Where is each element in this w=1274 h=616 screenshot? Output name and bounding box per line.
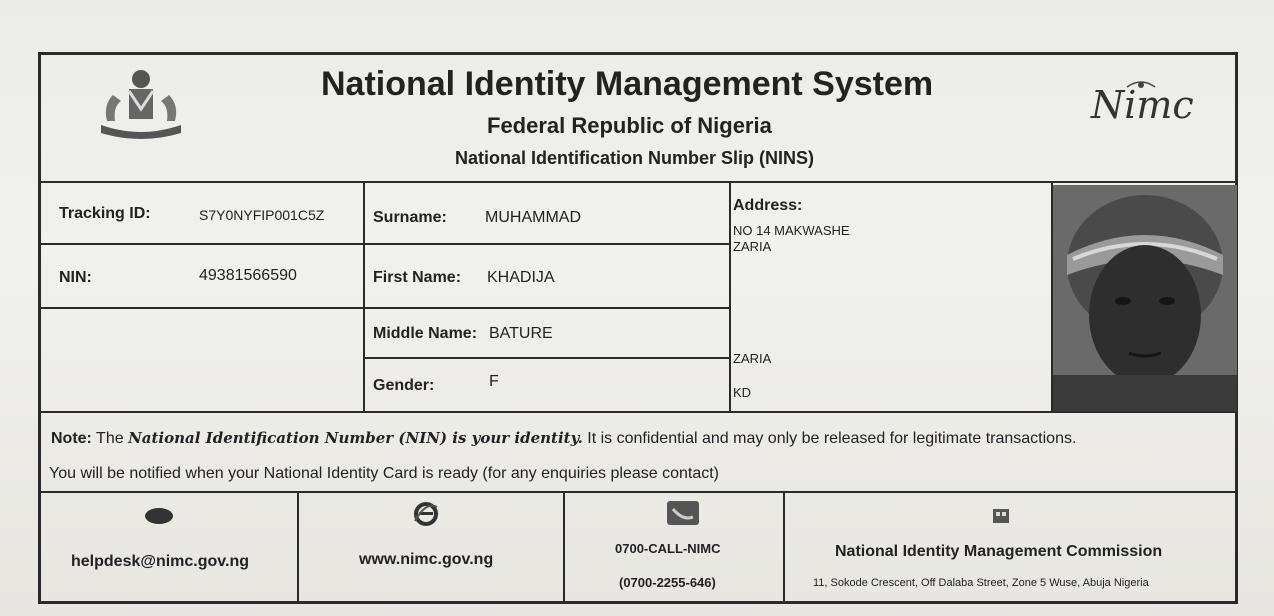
phone-number[interactable]: (0700-2255-646)	[619, 575, 716, 590]
address-line-2: ZARIA	[733, 239, 772, 254]
divider	[41, 181, 1235, 183]
mail-icon	[143, 505, 175, 525]
coat-of-arms-icon	[93, 61, 189, 141]
note-line-2: You will be notified when your National Identity Card is ready (for any enquiries please contact)	[49, 465, 719, 482]
nin-slip	[38, 52, 1238, 604]
passport-photo	[1053, 185, 1237, 411]
gender-label: Gender:	[373, 377, 435, 394]
helpdesk-email[interactable]: helpdesk@nimc.gov.ng	[71, 553, 249, 570]
middle-name-value: BATURE	[489, 325, 553, 342]
divider	[729, 181, 731, 411]
commission-address: 11, Sokode Crescent, Off Dalaba Street, Zone 5 Wuse, Abuja Nigeria	[813, 577, 1149, 589]
phone-icon	[667, 501, 699, 525]
divider	[41, 411, 1235, 413]
note-prefix: Note:	[51, 430, 92, 447]
note-emphasis: National Identification Number (NIN) is your identity.	[128, 429, 583, 447]
divider	[563, 491, 565, 603]
page-title: National Identity Management System	[321, 65, 934, 103]
first-name-label: First Name:	[373, 269, 462, 286]
divider	[363, 181, 365, 411]
middle-name-label: Middle Name:	[373, 325, 478, 342]
phone-word[interactable]: 0700-CALL-NIMC	[615, 541, 721, 556]
divider	[363, 357, 729, 359]
nimc-logo-text: Nimc	[1091, 83, 1194, 127]
address-line-1: NO 14 MAKWASHE	[733, 223, 850, 238]
divider	[297, 491, 299, 603]
nin-label: NIN:	[59, 269, 92, 286]
note-line-1	[51, 429, 1076, 448]
divider	[783, 491, 785, 603]
surname-value: MUHAMMAD	[485, 209, 581, 226]
address-label: Address:	[733, 197, 803, 214]
tracking-id-value: S7Y0NYFIP001C5Z	[199, 207, 325, 223]
divider	[41, 243, 729, 245]
note-rest: It is confidential and may only be released for legitimate transactions.	[587, 430, 1077, 447]
divider	[41, 491, 1235, 493]
page-subtitle: Federal Republic of Nigeria	[487, 113, 772, 138]
nimc-logo-icon	[1087, 77, 1197, 137]
commission-name: National Identity Management Commission	[835, 543, 1163, 560]
surname-label: Surname:	[373, 209, 447, 226]
slip-title: National Identification Number Slip (NINS)	[455, 148, 815, 168]
first-name-value: KHADIJA	[487, 269, 555, 286]
note-the: The	[96, 430, 124, 447]
building-icon	[991, 505, 1011, 525]
nin-value: 49381566590	[199, 267, 297, 284]
address-state: KD	[733, 385, 752, 400]
gender-value: F	[489, 373, 499, 390]
browser-icon	[413, 501, 439, 527]
divider	[41, 307, 729, 309]
website-link[interactable]: www.nimc.gov.ng	[359, 551, 494, 568]
address-town: ZARIA	[733, 351, 772, 366]
tracking-id-label: Tracking ID:	[59, 205, 151, 222]
